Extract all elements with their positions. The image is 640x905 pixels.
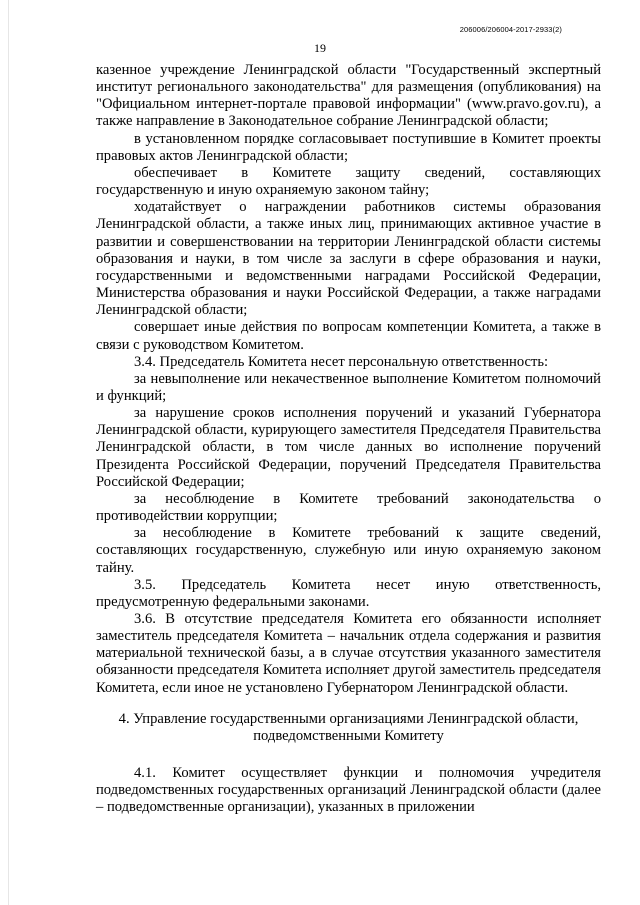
section-heading-line: 4. Управление государственными организациями Ленинградской области, — [118, 710, 579, 727]
paragraph: в установленном порядке согласовывает поступившие в Комитет проекты правовых актов Ленинградской области; — [96, 130, 601, 164]
paragraph: 3.6. В отсутствие председателя Комитета его обязанности исполняет заместитель председателя Комитета – начальник отдела содержания и развития материальной технической базы, а в случае отсутствия указанного заместителя обязанности председателя Комитета исполняет другой заместитель председателя Комитета, если иное не установлено Губернатором Ленинградской области. — [96, 611, 601, 696]
section-heading-line: подведомственными Комитету — [253, 727, 444, 744]
page-number: 19 — [314, 41, 326, 55]
paragraph: 3.5. Председатель Комитета несет иную ответственность, предусмотренную федеральными законами. — [96, 576, 601, 610]
document-id: 206006/206004-2017-2933(2) — [459, 25, 562, 34]
paragraph: казенное учреждение Ленинградской области "Государственный экспертный институт регионального законодательства" для размещения (опубликования) на "Официальном интернет-портале правовой информации" (www.pravo.gov.ru), а также направление в Законодательное собрание Ленинградской области; — [96, 62, 601, 130]
scan-edge-line — [8, 0, 9, 905]
paragraph: 4.1. Комитет осуществляет функции и полномочия учредителя подведомственных государственных организаций Ленинградской области (далее – подведомственные организации), указанных в приложении — [96, 765, 601, 816]
paragraph: за нарушение сроков исполнения поручений и указаний Губернатора Ленинградской области, курирующего заместителя Председателя Правительства Ленинградской области, в том числе данных во исполнение поручений Президента Российской Федерации, поручений Председателя Правительства Российской Федерации; — [96, 405, 601, 490]
document-body — [96, 62, 601, 817]
paragraph: обеспечивает в Комитете защиту сведений, составляющих государственную и иную охраняемую законом тайну; — [96, 164, 601, 199]
paragraph: за невыполнение или некачественное выполнение Комитетом полномочий и функций; — [96, 370, 601, 404]
paragraph: за несоблюдение в Комитете требований законодательства о противодействии коррупции; — [96, 490, 601, 525]
section-heading — [96, 711, 601, 745]
paragraph: совершает иные действия по вопросам компетенции Комитета, а также в связи с руководством Комитетом. — [96, 319, 601, 353]
paragraph: ходатайствует о награждении работников системы образования Ленинградской области, а также иных лиц, принимающих активное участие в развитии и совершенствовании на территории Ленинградской области системы образования и науки, в том числе за заслуги в сфере образования и науки, государственными и ведомственными наградами Российской Федерации, Министерства образования и науки Российской Федерации, а также наградами Ленинградской области; — [96, 199, 601, 319]
paragraph: 3.4. Председатель Комитета несет персональную ответственность: — [134, 353, 549, 370]
paragraph: за несоблюдение в Комитете требований к защите сведений, составляющих государственную, служебную или иную охраняемую законом тайну. — [96, 525, 601, 576]
